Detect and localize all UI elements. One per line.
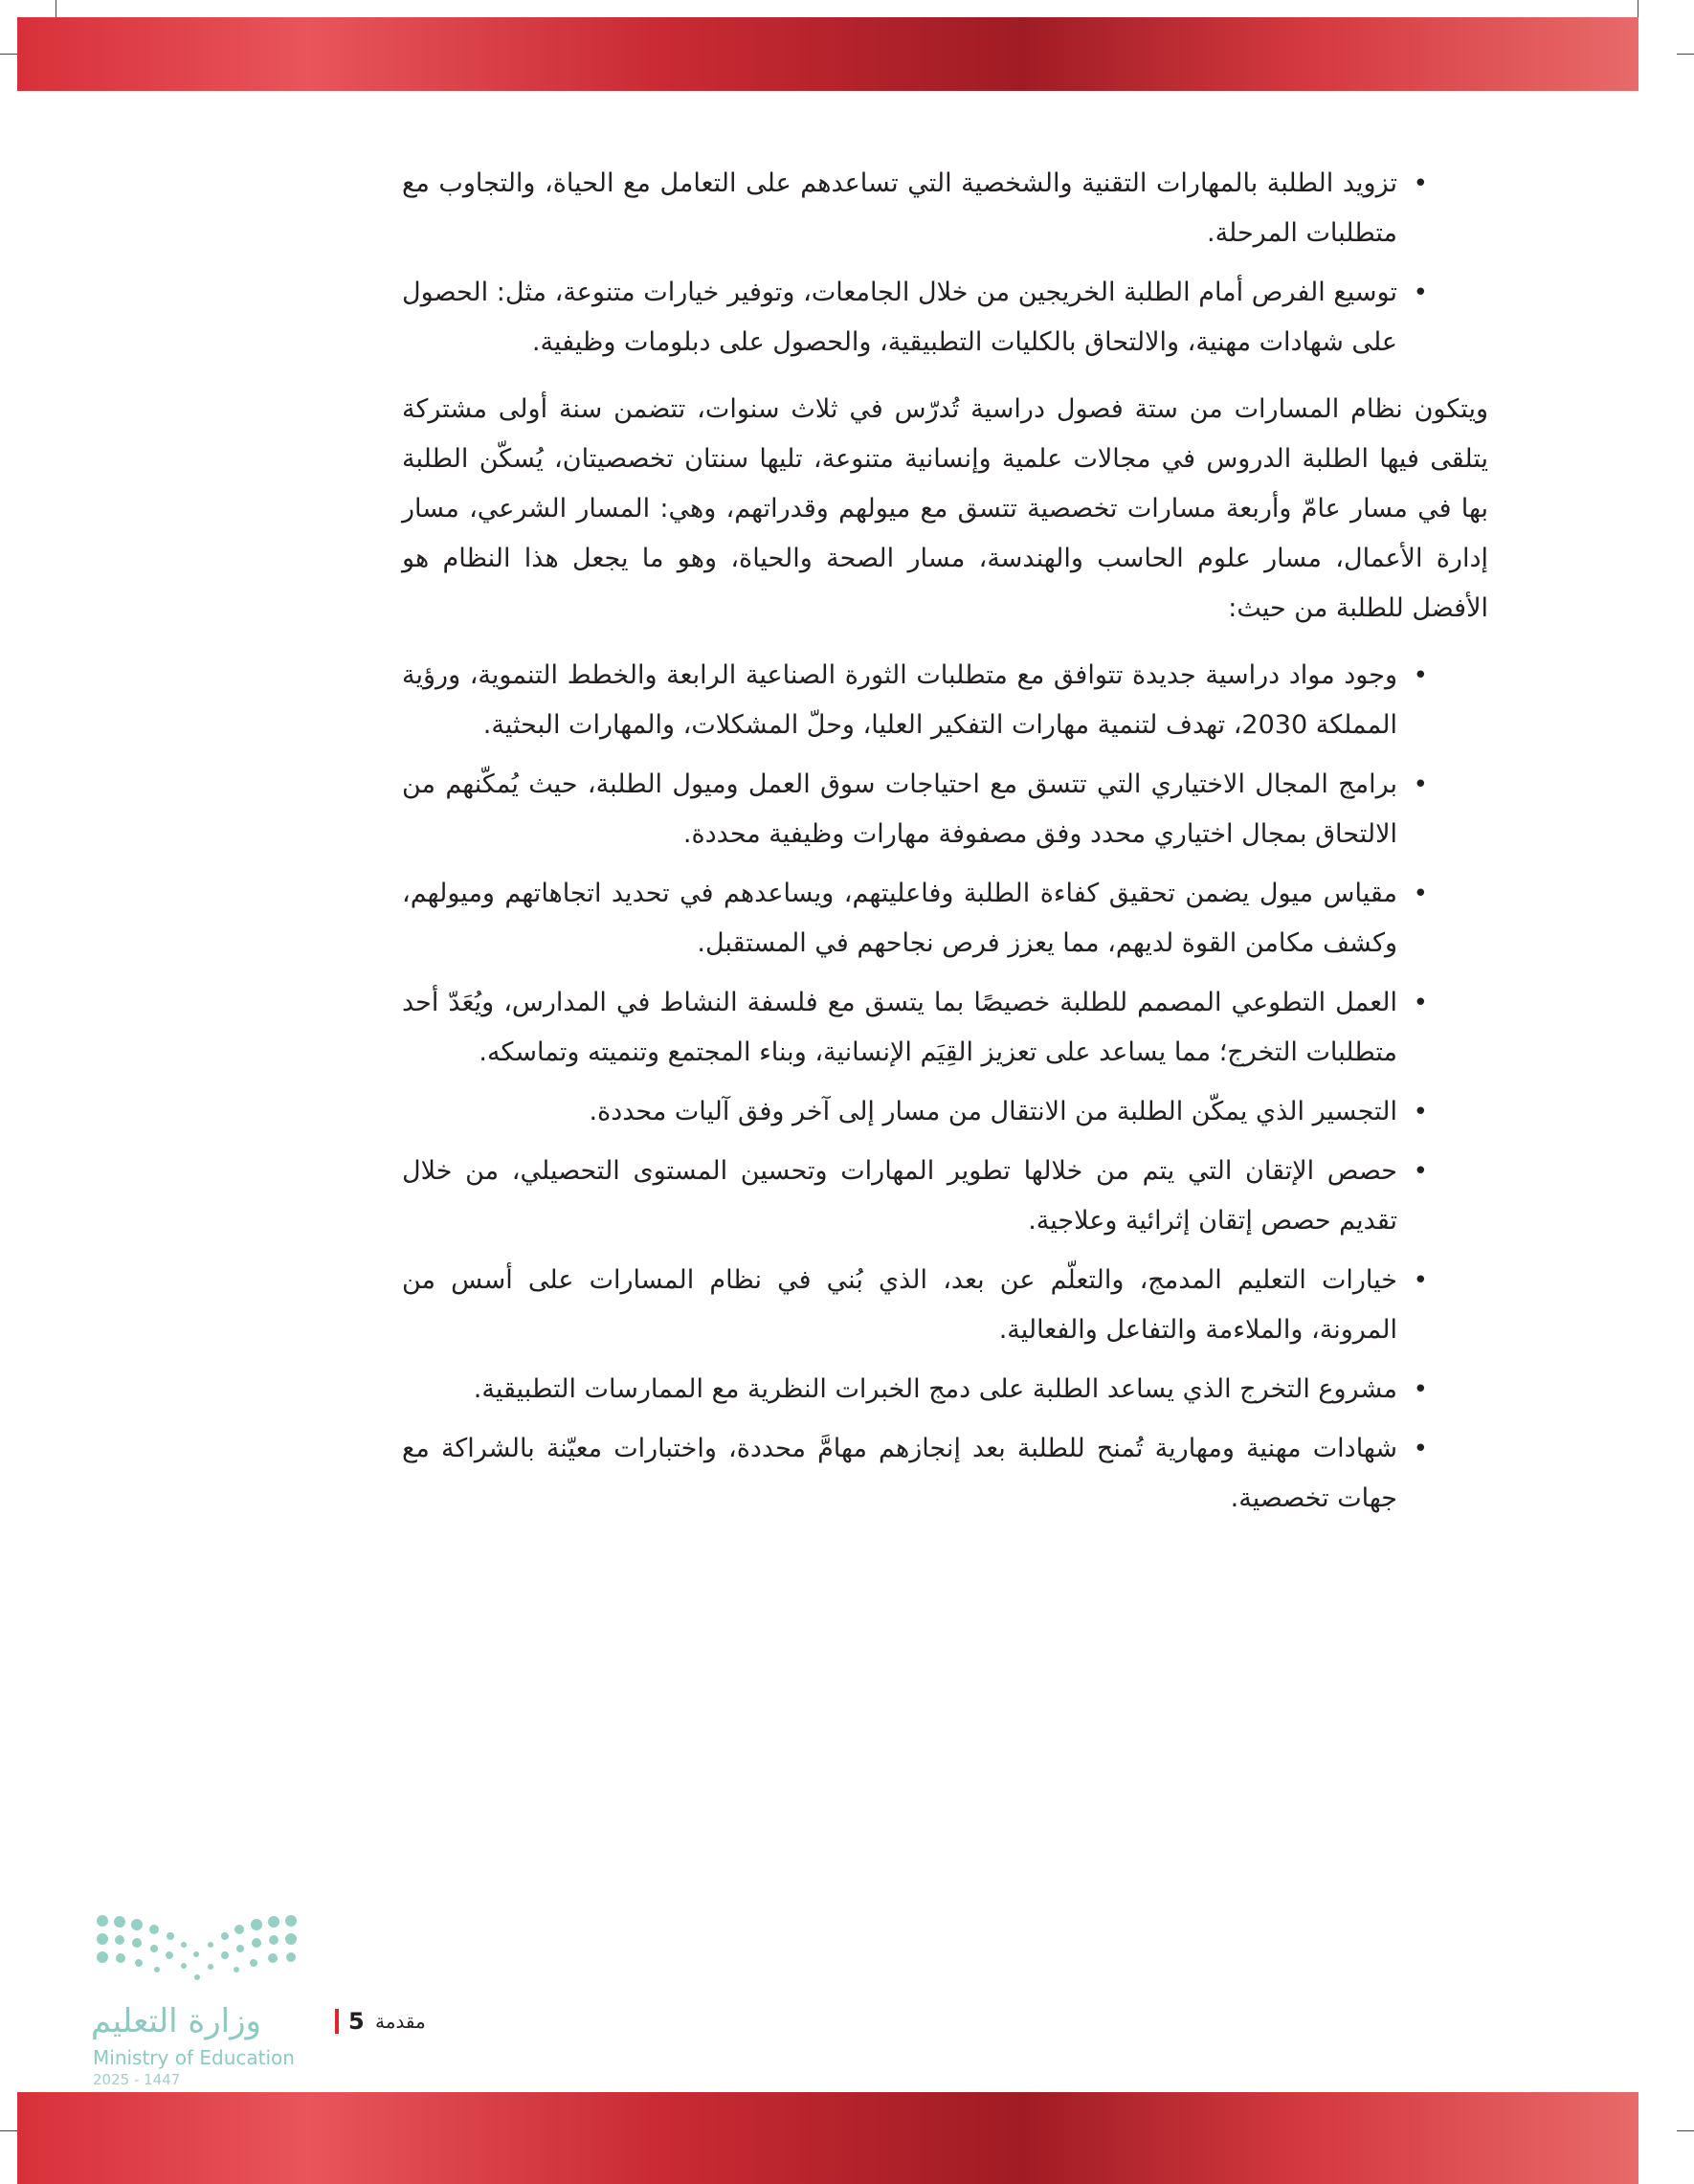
ministry-logo-arabic: وزارة التعليم xyxy=(91,2002,261,2040)
bullet-item: • شهادات مهنية ومهارية تُمنح للطلبة بعد إنجازهم مهامَّ محددة، واختبارات معيّنة بالشراكة مع جهات تخصصية. xyxy=(402,1424,1397,1524)
body-paragraph: ويتكون نظام المسارات من ستة فصول دراسية تُدرّس في ثلاث سنوات، تتضمن سنة أولى مشتركة يتلقى فيها الطلبة الدروس في مجالات علمية وإنسانية متنوعة، تليها سنتان تخصصيتان، يُسكّن الطلبة بها في مسار عامّ وأربعة مسارات تخصصية تتسق مع ميولهم وقدراتهم، وهي: المسار الشرعي، مسار إدارة الأعمال، مسار علوم الحاسب والهندسة، مسار الصحة والحياة، وهو ما يجعل هذا النظام هو الأفضل للطلبة من حيث: xyxy=(402,394,1488,623)
bullet-item: • مقياس ميول يضمن تحقيق كفاءة الطلبة وفاعليتهم، ويساعدهم في تحديد اتجاهاتهم وميولهم، وكشف مكامن القوة لديهم، مما يعزز فرص نجاحهم في المستقبل. xyxy=(402,869,1397,969)
bullet-item: • تزويد الطلبة بالمهارات التقنية والشخصية التي تساعدهم على التعامل مع الحياة، والتجاوب مع متطلبات المرحلة. xyxy=(402,159,1397,258)
crop-mark xyxy=(1677,2130,1694,2131)
bullet-item: • مشروع التخرج الذي يساعد الطلبة على دمج الخبرات النظرية مع الممارسات التطبيقية. xyxy=(402,1365,1397,1415)
page-number: 5 xyxy=(348,2008,365,2035)
bullet-item: • خيارات التعليم المدمج، والتعلّم عن بعد، الذي بُني في نظام المسارات على أسس من المرونة، والملاءمة والتفاعل والفعالية. xyxy=(402,1256,1397,1355)
top-banner xyxy=(17,17,1638,91)
bullet-item: • العمل التطوعي المصمم للطلبة خصيصًا بما يتسق مع فلسفة النشاط في المدارس، ويُعَدّ أحد متطلبات التخرج؛ مما يساعد على تعزيز القِيَم الإنسانية، وبناء المجتمع وتنميته وتماسكه. xyxy=(402,978,1397,1078)
crop-mark xyxy=(0,54,17,55)
bottom-banner xyxy=(17,2092,1638,2184)
crop-mark xyxy=(1677,54,1694,55)
bullet-item: • برامج المجال الاختياري التي تتسق مع احتياجات سوق العمل وميول الطلبة، حيث يُمكّنهم من الالتحاق بمجال اختياري محدد وفق مصفوفة مهارات وظيفية محددة. xyxy=(402,760,1397,859)
crop-mark xyxy=(0,2130,17,2131)
content-column xyxy=(402,159,1488,1533)
section-label: مقدمة xyxy=(375,2010,426,2033)
year-label: 2025 - 1447 xyxy=(93,2071,181,2088)
bullet-item: • التجسير الذي يمكّن الطلبة من الانتقال من مسار إلى آخر وفق آليات محددة. xyxy=(402,1087,1397,1137)
ministry-logo-english: Ministry of Education xyxy=(93,2046,295,2069)
bullet-item: • وجود مواد دراسية جديدة تتوافق مع متطلبات الثورة الصناعية الرابعة والخطط التنموية، ورؤية المملكة 2030، تهدف لتنمية مهارات التفكير العليا، وحلّ المشكلات، والمهارات البحثية. xyxy=(402,651,1397,750)
bullet-item: • حصص الإتقان التي يتم من خلالها تطوير المهارات وتحسين المستوى التحصيلي، من خلال تقديم حصص إتقان إثرائية وعلاجية. xyxy=(402,1147,1397,1246)
bullet-item: • توسيع الفرص أمام الطلبة الخريجين من خلال الجامعات، وتوفير خيارات متنوعة، مثل: الحصول على شهادات مهنية، والالتحاق بالكليات التطبيقية، والحصول على دبلومات وظيفية. xyxy=(402,268,1397,368)
page-number-divider xyxy=(335,2009,339,2034)
ministry-logo-dots-icon xyxy=(94,1913,300,1990)
